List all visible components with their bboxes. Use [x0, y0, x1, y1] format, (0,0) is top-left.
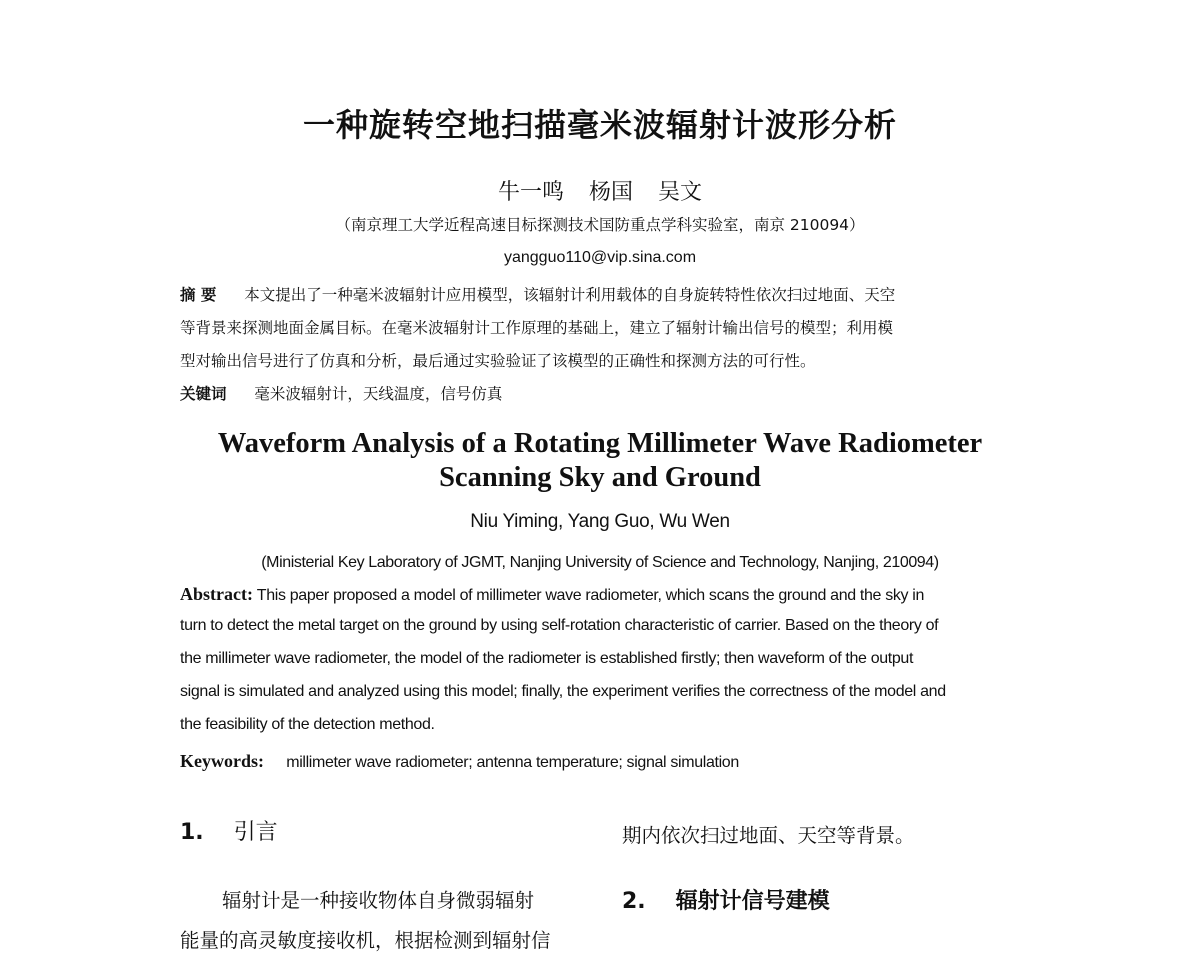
- english-title-line-2: Scanning Sky and Ground: [439, 462, 761, 493]
- section-1-number: 1.: [180, 820, 204, 845]
- author-email: yangguo110@vip.sina.com: [503, 249, 697, 266]
- chinese-affiliation: （南京理工大学近程高速目标探测技术国防重点学科实验室，南京 210094）: [335, 216, 865, 234]
- english-keywords: millimeter wave radiometer; antenna temperature; signal simulation: [286, 754, 739, 771]
- english-authors: Niu Yiming, Yang Guo, Wu Wen: [470, 511, 730, 532]
- section-1-paragraph-line-2: 能量的高灵敏度接收机，根据检测到辐射信: [180, 929, 551, 952]
- english-keywords-line: [180, 751, 1030, 772]
- section-2-heading: [622, 884, 830, 915]
- chinese-abstract-text-3: 型对输出信号进行了仿真和分析，最后通过实验验证了该模型的正确性和探测方法的可行性。: [180, 352, 816, 370]
- chinese-authors: 牛一鸣 杨国 吴文: [498, 180, 702, 205]
- section-1-paragraph-line-1: 辐射计是一种接收物体自身微弱辐射: [222, 889, 535, 912]
- right-column-text-line: 期内依次扫过地面、天空等背景。: [622, 824, 915, 847]
- section-2-number: 2.: [622, 889, 646, 914]
- english-abstract-text-4: signal is simulated and analyzed using this model; finally, the experiment verifies the correctness of the model and: [180, 683, 946, 700]
- english-abstract-text-1: This paper proposed a model of millimeter wave radiometer, which scans the ground and the sky in: [256, 587, 925, 604]
- english-abstract-text-5: the feasibility of the detection method.: [180, 716, 435, 733]
- chinese-keywords-label: 关键词: [180, 385, 227, 403]
- english-keywords-label: Keywords:: [180, 751, 264, 771]
- chinese-keywords-line: [180, 382, 1030, 404]
- english-abstract-text-3: the millimeter wave radiometer, the model of the radiometer is established firstly; then waveform of the output: [180, 650, 914, 667]
- section-1-heading: [180, 815, 278, 846]
- section-2-title: 辐射计信号建模: [675, 889, 830, 914]
- english-affiliation: (Ministerial Key Laboratory of JGMT, Nanjing University of Science and Technology, Nanjing, 210094): [261, 554, 939, 571]
- english-abstract-line-1: [180, 584, 1030, 605]
- english-abstract-label: Abstract:: [180, 584, 253, 604]
- chinese-keywords: 毫米波辐射计，天线温度，信号仿真: [254, 385, 503, 403]
- english-title-line-1: Waveform Analysis of a Rotating Millimeter Wave Radiometer: [217, 428, 983, 459]
- chinese-abstract-label: 摘 要: [180, 286, 217, 304]
- chinese-abstract-text-1: 本文提出了一种毫米波辐射计应用模型，该辐射计利用载体的自身旋转特性依次扫过地面、天空: [244, 286, 896, 304]
- chinese-title: 一种旋转空地扫描毫米波辐射计波形分析: [302, 106, 897, 144]
- chinese-abstract-line-1: [180, 283, 1030, 305]
- section-1-title: 引言: [233, 820, 278, 845]
- english-abstract-text-2: turn to detect the metal target on the ground by using self-rotation characteristic of carrier. Based on the theory of: [180, 617, 939, 634]
- chinese-abstract-text-2: 等背景来探测地面金属目标。在毫米波辐射计工作原理的基础上，建立了辐射计输出信号的模型；利用模: [180, 319, 894, 337]
